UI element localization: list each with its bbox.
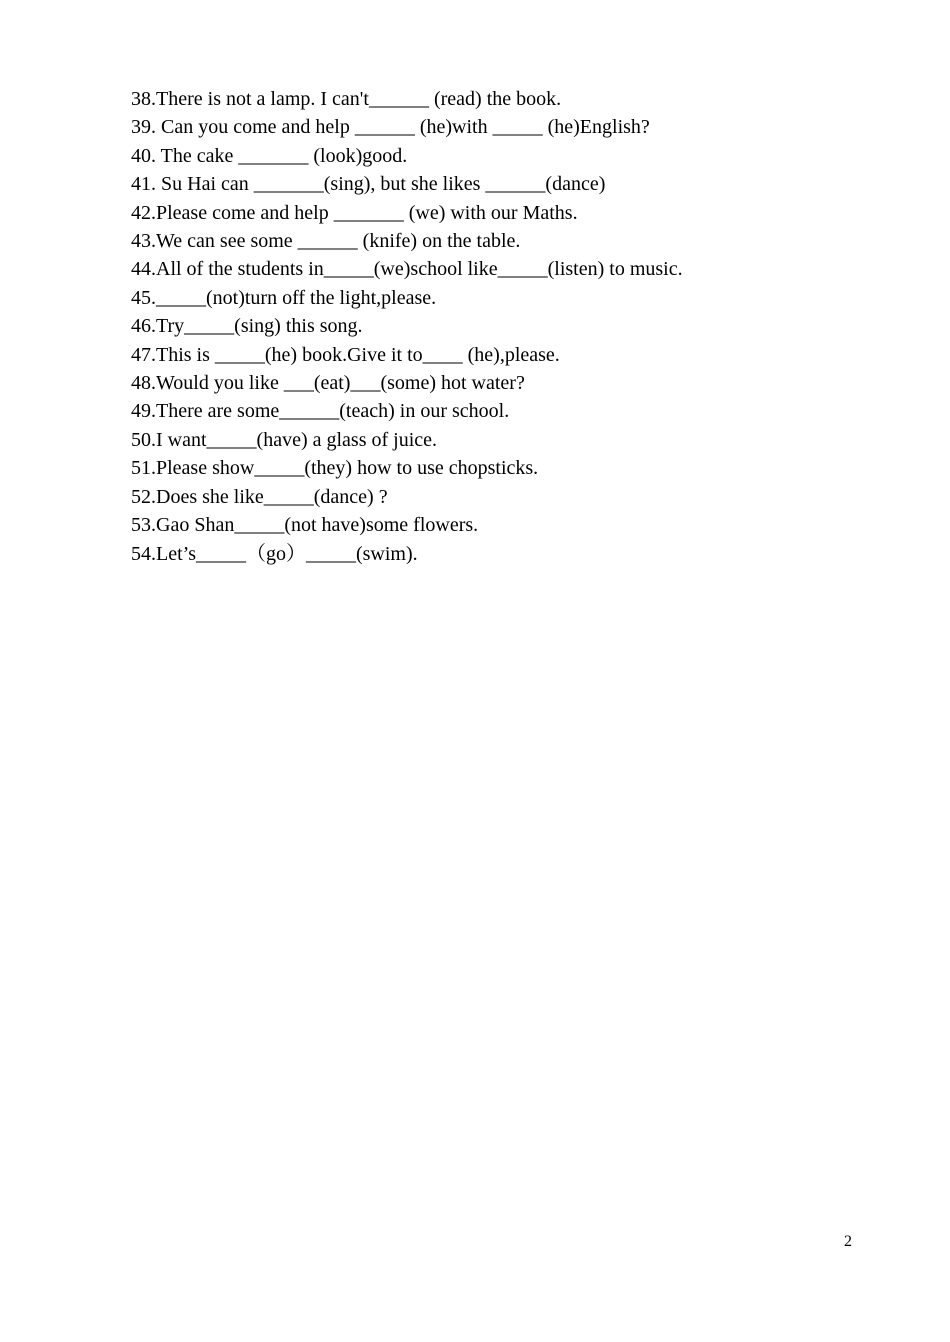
question-54: 54.Let’s_____（go）_____(swim). [131, 542, 418, 565]
question-50: 50.I want_____(have) a glass of juice. [131, 428, 438, 451]
question-48: 48.Would you like ___(eat)___(some) hot water? [131, 372, 525, 395]
page-number: 2 [844, 1233, 852, 1250]
question-38: 38.There is not a lamp. I can't______ (read) the book. [131, 88, 562, 110]
question-51: 51.Please show_____(they) how to use chopsticks. [131, 457, 539, 480]
question-52: 52.Does she like_____(dance) ? [131, 485, 388, 508]
question-49: 49.There are some______(teach) in our school. [131, 400, 510, 423]
question-43: 43.We can see some ______ (knife) on the table. [131, 230, 521, 253]
question-40: 40. The cake _______ (look)good. [131, 144, 408, 167]
question-46: 46.Try_____(sing) this song. [131, 315, 363, 338]
question-41: 41. Su Hai can _______(sing), but she likes ______(dance) [131, 173, 606, 196]
question-44: 44.All of the students in_____(we)school like_____(listen) to music. [131, 258, 683, 281]
question-47: 47.This is _____(he) book.Give it to____ (he),please. [131, 343, 560, 366]
question-42: 42.Please come and help _______ (we) with our Maths. [131, 201, 578, 224]
question-45: 45._____(not)turn off the light,please. [131, 286, 437, 309]
question-list [131, 85, 683, 568]
question-39: 39. Can you come and help ______ (he)with _____ (he)English? [131, 116, 650, 139]
question-53: 53.Gao Shan_____(not have)some flowers. [131, 514, 479, 537]
